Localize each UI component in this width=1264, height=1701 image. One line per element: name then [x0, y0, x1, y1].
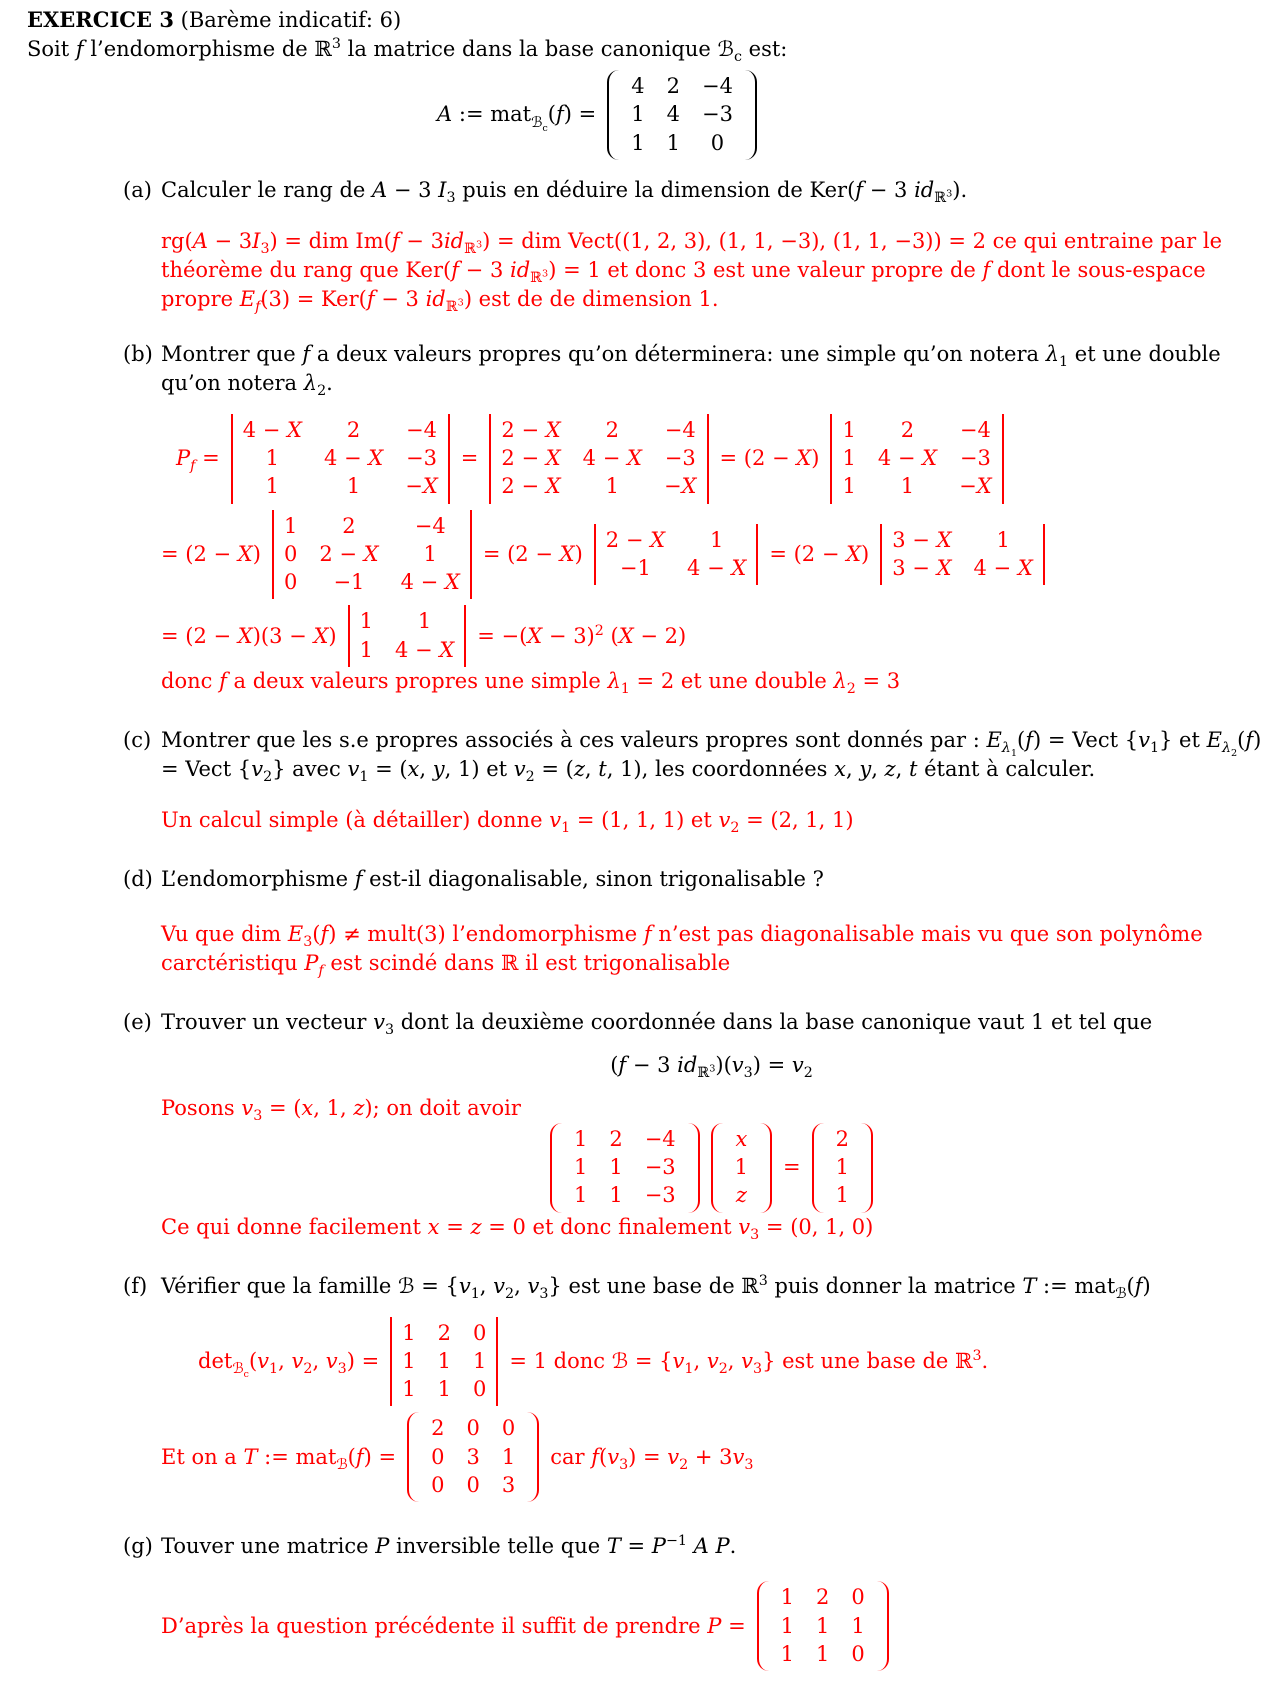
item-c-question: Montrer que les s.e propres associés à ces valeurs propres sont donnés par : $E_{\lambda_1}(f)$ = Vect $\{v_1\}$ et $E_{\lambda_2}(f)$ = Vect $\{v_2\}$ avec $v_1 = (x$, y, 1) et $v_2 = (z$, t, 1), les coordonnées x, y, z, t étant à calculer.	[161, 727, 1262, 786]
determinant-5	[594, 524, 759, 586]
matrix-A-lhs: A := mat$_{ℬ_c}$(f) =	[437, 102, 597, 134]
matrix-cell: 4	[631, 73, 645, 98]
matrix-cell: 1	[609, 1155, 623, 1179]
matrix-cell: 1	[573, 1155, 588, 1179]
matrix-cell: 1	[437, 1377, 451, 1402]
matrix-cell: 2 − X	[605, 527, 666, 552]
matrix-cell: 2	[666, 73, 680, 98]
matrix-cell: −1	[619, 555, 651, 580]
matrix-cell: 1	[631, 102, 645, 127]
matrix-T	[407, 1412, 539, 1502]
factor-2-minus-x: = (2 − X)	[719, 446, 820, 471]
matrix-cell: −X	[959, 474, 992, 499]
right-paren	[688, 1123, 700, 1213]
item-c-body	[161, 726, 1264, 835]
matrix-cell: 1	[573, 1183, 588, 1208]
matrix-cell: 3	[501, 1473, 516, 1498]
pf-line-2	[161, 510, 1262, 600]
matrix-cell: 0	[851, 1641, 865, 1666]
matrix-cell: −3	[664, 445, 696, 470]
matrix-cell: 1	[605, 474, 619, 499]
det-rhs: = 1 donc ℬ = {$v_1$, $v_2$, $v_3$} est une base de ℝ$^3$.	[509, 1347, 989, 1378]
equals-sign: =	[460, 446, 479, 471]
matrix-cell: 4 − X	[394, 637, 455, 662]
matrix-cell: −4	[406, 417, 437, 442]
matrix-cell: 2 − X	[501, 474, 561, 499]
matrix-cell: 4 − X	[687, 555, 747, 580]
right-paren	[527, 1412, 539, 1502]
matrix-cell: 1	[609, 1183, 623, 1208]
matrix-cell: 2	[835, 1126, 850, 1151]
left-paren	[711, 1123, 723, 1213]
determinant-2	[489, 414, 708, 504]
system-matrix	[550, 1123, 700, 1213]
matrix-cell: 1	[851, 1613, 865, 1638]
factor-2-minus-x: = (2 − X)	[769, 541, 870, 566]
matrix-cell: 4 − X	[242, 417, 302, 442]
matrix-cell: 1	[996, 527, 1010, 552]
determinant-6	[880, 524, 1045, 586]
matrix-cell: −4	[644, 1126, 676, 1151]
intro-text: Soit f l’endomorphisme de ℝ$^3$ la matrice dans la base canonique ℬ$_c$ est:	[27, 35, 788, 66]
matrix-cell: 1	[417, 609, 432, 634]
item-g	[123, 1532, 1264, 1671]
exercise-subtitle: (Barème indicatif: 6)	[173, 8, 402, 32]
matrix-cell: −X	[663, 474, 697, 499]
matrix-cell: −4	[664, 417, 696, 442]
matrix-cell: 0	[283, 570, 298, 595]
item-f-body	[161, 1272, 1264, 1503]
matrix-cell: 1	[666, 130, 680, 155]
item-a-answer: $rg(A - 3I_3)$ = dim $Im(f - 3id_{ℝ^3})$ = dim Vect((1, 2, 3), (1, 1, −3), (1, 1, −3)) = 2 ce qui entraine par le théorème du rang que Ker(f − 3 $id_{ℝ^3}) = 1$ et donc 3 est une valeur propre de f dont le sous-espace propre $E_f(3) = Ker(f - 3$ $id_{ℝ^3}$) est de de dimension 1.	[161, 228, 1223, 315]
item-b-label: (b)	[123, 341, 153, 366]
matrix-cell: 2	[437, 1320, 451, 1345]
t-rhs: car $f(v_3) = v_2 + 3v_3$	[550, 1444, 754, 1474]
pf-line-3	[161, 605, 1262, 667]
item-e-matrix-equation	[161, 1123, 1262, 1213]
matrix-cell: 0	[472, 1377, 487, 1402]
item-f	[123, 1272, 1264, 1503]
item-g-body	[161, 1532, 1264, 1671]
matrix-cell: 1	[346, 474, 361, 499]
matrix-cell: 1	[283, 513, 298, 538]
matrix-cell: −3	[406, 445, 437, 470]
matrix-cell: 1	[816, 1613, 830, 1638]
matrix-A-equation	[27, 70, 1167, 160]
matrix-cell: 1	[423, 541, 437, 566]
matrix-cell: 1	[472, 1348, 487, 1373]
matrix-cell: 2	[346, 417, 361, 442]
factor-product: = (2 − X)(3 − X)	[161, 623, 337, 648]
matrix-cell: 1	[437, 1348, 451, 1373]
right-paren	[861, 1123, 873, 1213]
matrix-cell: 4	[666, 102, 680, 127]
left-paren	[607, 70, 619, 160]
matrix-cell: 1	[900, 474, 915, 499]
matrix-cell: 4 − X	[400, 570, 460, 595]
factor-2-minus-x: = (2 − X)	[482, 541, 583, 566]
matrix-cell: −X	[405, 474, 438, 499]
matrix-cell: −3	[959, 445, 991, 470]
matrix-cell: −4	[959, 417, 991, 442]
matrix-cell: −4	[414, 513, 446, 538]
matrix-cell: 1	[835, 1183, 850, 1208]
matrix-cell: 0	[851, 1585, 865, 1610]
matrix-cell: −4	[701, 73, 733, 98]
item-a	[123, 176, 1264, 314]
matrix-cell: −3	[701, 102, 733, 127]
matrix-cell: 0	[501, 1416, 516, 1441]
matrix-cell: z	[735, 1183, 747, 1208]
matrix-cell: 0	[466, 1416, 480, 1441]
matrix-cell: −3	[644, 1183, 676, 1208]
item-g-label: (g)	[123, 1534, 153, 1559]
item-c-answer: Un calcul simple (à détailler) donne $v_1 = (1$, 1, 1) et $v_2 = (2$, 1, 1)	[161, 807, 854, 837]
matrix-cell: 2 − X	[501, 445, 561, 470]
det-lhs: $\det_{ℬ_c}(v_1$, $v_2$, $v_3$) =	[198, 1348, 380, 1381]
matrix-cell: 2 − X	[319, 541, 379, 566]
item-d-question: L’endomorphisme f est-il diagonalisable, sinon trigonalisable ?	[161, 866, 824, 891]
factor-2-minus-x: = (2 − X)	[161, 541, 261, 566]
item-d	[123, 865, 1264, 978]
t-lhs: Et on a T := mat$_ℬ$(f) =	[161, 1444, 397, 1474]
matrix-cell: x	[735, 1126, 748, 1151]
matrix-cell: 1	[265, 445, 280, 470]
item-e-question: Trouver un vecteur $v_3$ dont la deuxième coordonnée dans la base canonique vaut 1 et tel que	[161, 1009, 1153, 1038]
matrix-cell: 0	[466, 1473, 480, 1498]
item-g-p-line	[161, 1581, 1262, 1671]
left-paren	[550, 1123, 562, 1213]
matrix-cell: 3	[466, 1444, 480, 1469]
determinant-4	[272, 510, 472, 600]
item-a-label: (a)	[123, 177, 152, 202]
matrix-cell: 1	[842, 417, 856, 442]
item-b-conclusion: donc f a deux valeurs propres une simple $\lambda_1 = 2$ et une double $\lambda_2 = 3$	[161, 669, 901, 698]
matrix-cell: 3 − X	[892, 527, 952, 552]
matrix-cell: 0	[283, 541, 298, 566]
pf-line-1	[176, 414, 1262, 504]
item-f-label: (f)	[123, 1273, 148, 1298]
item-b-body	[161, 340, 1264, 696]
item-g-question: Touver une matrice P inversible telle que $T = P^{-1}$ A P.	[161, 1533, 737, 1559]
matrix-cell: 0	[472, 1320, 487, 1345]
matrix-cell: 4 − X	[877, 445, 938, 470]
item-f-det-line	[198, 1317, 1262, 1407]
item-e-label: (e)	[123, 1009, 152, 1034]
matrix-cell: 1	[842, 445, 856, 470]
equals-sign: =	[783, 1155, 801, 1180]
matrix-cell: 1	[631, 130, 645, 155]
matrix-cell: 1	[734, 1155, 749, 1179]
matrix-cell: 2	[816, 1585, 830, 1610]
matrix-cell: 1	[709, 527, 724, 552]
exercise-header	[27, 6, 1264, 35]
matrix-cell: 0	[431, 1473, 445, 1498]
item-e-posons: Posons $v_3 = (x$, 1, z); on doit avoir	[161, 1095, 521, 1124]
item-e-display-equation: (f − 3 $id_{ℝ^3})(v_3) = v_2$	[610, 1052, 813, 1081]
matrix-A-row	[437, 70, 757, 160]
rhs-vector	[812, 1123, 873, 1213]
matrix-cell: 4 − X	[323, 445, 384, 470]
matrix-cell: 2	[605, 417, 619, 442]
matrix-cell: 1	[780, 1641, 795, 1666]
basis-determinant	[390, 1317, 498, 1407]
matrix-cell: 1	[359, 609, 373, 634]
item-e	[123, 1008, 1264, 1242]
matrix-cell: −1	[333, 570, 365, 595]
matrix-cell: 1	[573, 1126, 588, 1151]
matrix-cell: −3	[644, 1155, 676, 1179]
matrix-cell: 1	[402, 1320, 416, 1345]
item-c	[123, 726, 1264, 835]
matrix-cell: 1	[842, 474, 856, 499]
item-d-body	[161, 865, 1264, 978]
item-b-question: Montrer que f a deux valeurs propres qu’on déterminera: une simple qu’on notera $\lambda_1$ et une double qu’on notera $\lambda_2$.	[161, 341, 1221, 399]
matrix-cell: 0	[710, 130, 725, 155]
item-f-question: Vérifier que la famille ℬ = {$v_1$, $v_2$, $v_3$} est une base de ℝ$^3$ puis donner la matrice T := mat$_ℬ$(f)	[161, 1272, 1151, 1302]
determinant-3	[830, 414, 1003, 504]
characteristic-polynomial-result: = $-(X - 3)^2$ (X − 2)	[477, 622, 687, 648]
matrix-cell: 0	[431, 1444, 445, 1469]
item-d-label: (d)	[123, 866, 153, 891]
determinant-7	[348, 605, 467, 667]
right-paren	[760, 1123, 772, 1213]
matrix-P	[757, 1581, 889, 1671]
left-paren	[812, 1123, 824, 1213]
item-a-question: Calculer le rang de A − 3 $I_3$ puis en déduire la dimension de Ker(f − 3 $id_{ℝ^3}$).	[161, 177, 968, 207]
matrix-cell: 1	[359, 637, 373, 662]
matrix-cell: 1	[402, 1348, 416, 1373]
item-e-body	[161, 1008, 1264, 1242]
pf-lhs: $P_f$ =	[176, 446, 220, 475]
item-f-t-line	[161, 1412, 1262, 1502]
matrix-cell: 2	[900, 417, 915, 442]
matrix-cell: 2	[431, 1416, 445, 1441]
matrix-cell: 2 − X	[501, 417, 561, 442]
matrix-cell: 1	[780, 1613, 795, 1638]
right-paren	[745, 70, 757, 160]
matrix-cell: 1	[835, 1155, 850, 1179]
matrix-cell: 1	[780, 1585, 795, 1610]
matrix-cell: 1	[402, 1377, 416, 1402]
item-b	[123, 340, 1264, 696]
exercise-title: EXERCICE 3	[27, 7, 174, 32]
item-a-body	[161, 176, 1264, 314]
matrix-cell: 1	[501, 1444, 516, 1469]
left-paren	[407, 1412, 419, 1502]
item-e-conclusion: Ce qui donne facilement x = z = 0 et donc finalement $v_3 = (0$, 1, 0)	[161, 1214, 874, 1243]
matrix-cell: 3 − X	[892, 555, 952, 580]
item-d-answer: Vu que dim $E_3(f)$ ≠ mult(3) l’endomorphisme f n’est pas diagonalisable mais vu que son polynôme carctéristiqu $P_f$ est scindé dans ℝ il est trigonalisable	[161, 921, 1203, 980]
matrix-A	[607, 70, 757, 160]
left-paren	[757, 1581, 769, 1671]
matrix-cell: 4 − X	[582, 445, 642, 470]
matrix-cell: 1	[265, 474, 280, 499]
matrix-cell: 4 − X	[973, 555, 1033, 580]
item-c-label: (c)	[123, 727, 152, 752]
right-paren	[877, 1581, 889, 1671]
matrix-cell: 2	[342, 513, 356, 538]
matrix-cell: 1	[816, 1641, 830, 1666]
unknown-vector	[711, 1123, 772, 1213]
determinant-1	[231, 414, 450, 504]
matrix-cell: 2	[609, 1126, 623, 1151]
p-lhs: D’après la question précédente il suffit de prendre P =	[161, 1613, 746, 1638]
